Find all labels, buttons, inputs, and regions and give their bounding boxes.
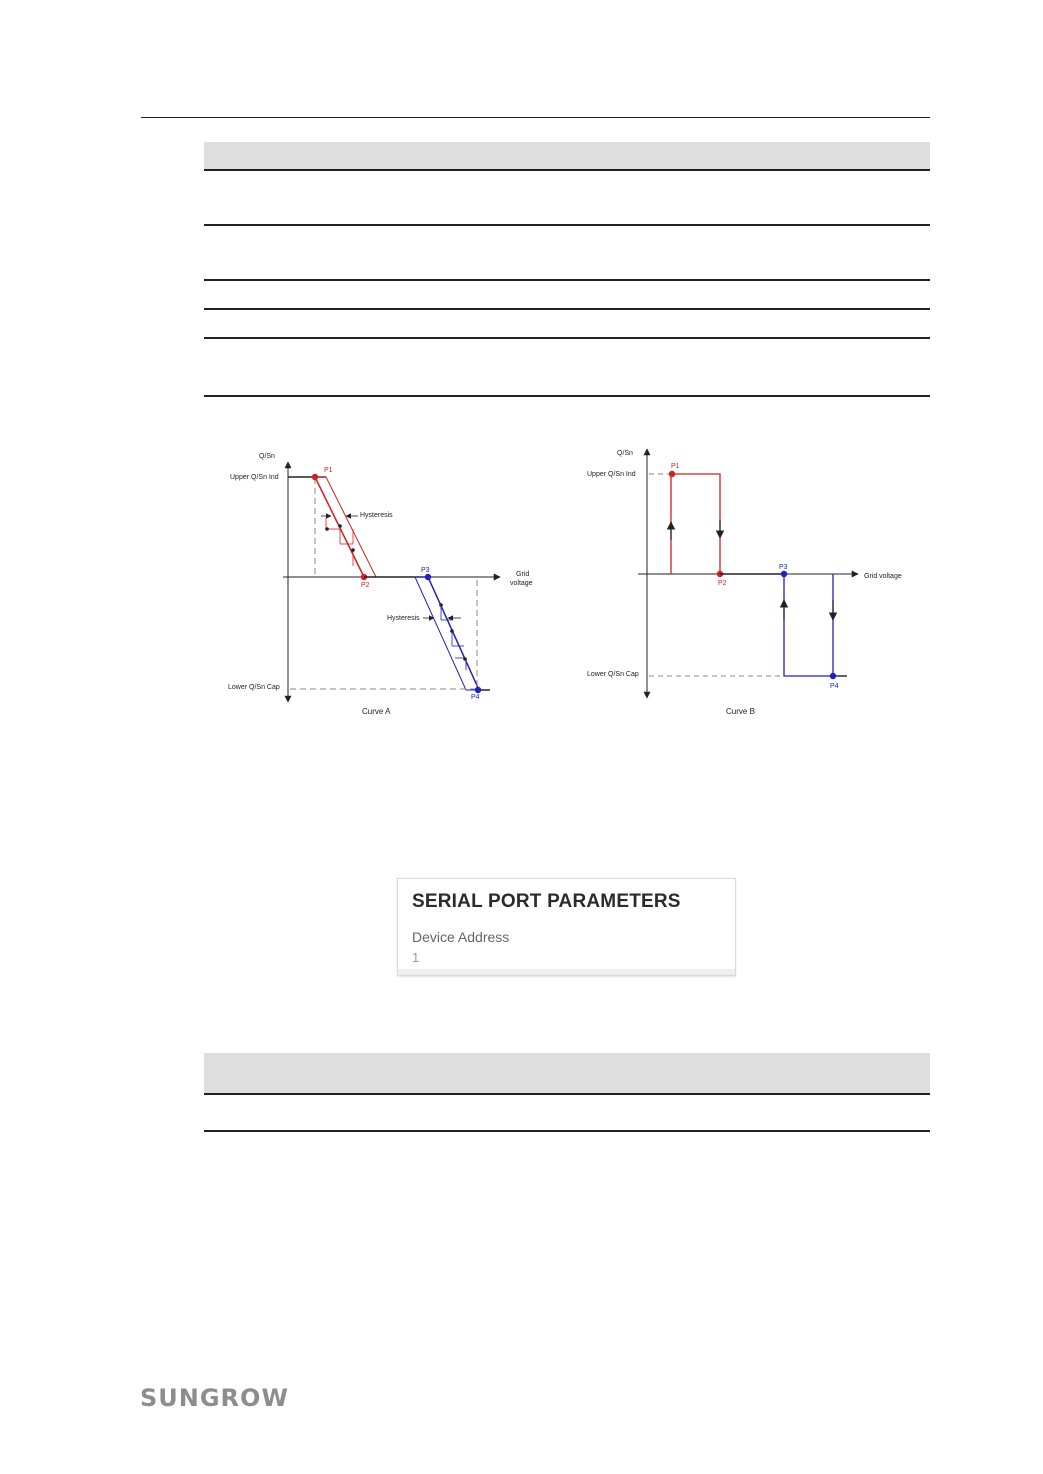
curve-a-x-label-1: Grid (516, 571, 530, 578)
device-address-value: 1 (412, 950, 420, 965)
curve-a-upper-label: Upper Q/Sn Ind (230, 474, 279, 481)
curve-a-caption: Curve A (362, 707, 391, 716)
curve-b-p3-label: P3 (779, 564, 788, 571)
curve-b-p3-dot (781, 571, 787, 577)
table-rule (204, 1093, 930, 1095)
curve-a-hysteresis-upper: Hysteresis (360, 512, 393, 519)
curve-b-p4-dot (830, 673, 836, 679)
curve-a-p1-label: P1 (324, 467, 333, 474)
curve-a-lower-label: Lower Q/Sn Cap (228, 684, 280, 691)
curve-b (587, 449, 902, 716)
curve-a-y-label: Q/Sn (259, 453, 275, 460)
curve-a-x-label-2: voltage (510, 580, 533, 587)
curve-b-x-label: Grid voltage (864, 573, 902, 580)
curve-b-p1-label: P1 (671, 463, 680, 470)
curve-a-p1-dot (312, 474, 318, 480)
curve-a-p3-label: P3 (421, 567, 430, 574)
card-bottom-strip (398, 969, 735, 975)
serial-port-card (397, 878, 736, 976)
curve-b-upper-label: Upper Q/Sn Ind (587, 471, 636, 478)
curve-b-caption: Curve B (726, 707, 755, 716)
curve-b-lower-label: Lower Q/Sn Cap (587, 671, 639, 678)
card-title: SERIAL PORT PARAMETERS (412, 891, 681, 912)
table-rule (204, 1130, 930, 1132)
curve-b-p4-label: P4 (830, 683, 839, 690)
curve-b-y-label: Q/Sn (617, 450, 633, 457)
curve-a-p4-dot (475, 687, 481, 693)
curve-b-p2-label: P2 (718, 580, 727, 587)
device-address-label: Device Address (412, 929, 510, 945)
curve-a-p4-label: P4 (471, 694, 480, 701)
table-header-band (204, 1053, 930, 1093)
sungrow-logo: SUNGROW (140, 1384, 289, 1412)
curve-a-hysteresis-lower: Hysteresis (387, 615, 420, 622)
curve-a (228, 453, 533, 716)
curve-a-p3-dot (425, 574, 431, 580)
curve-b-p1-dot (669, 471, 675, 477)
curve-a-p2-label: P2 (361, 582, 370, 589)
